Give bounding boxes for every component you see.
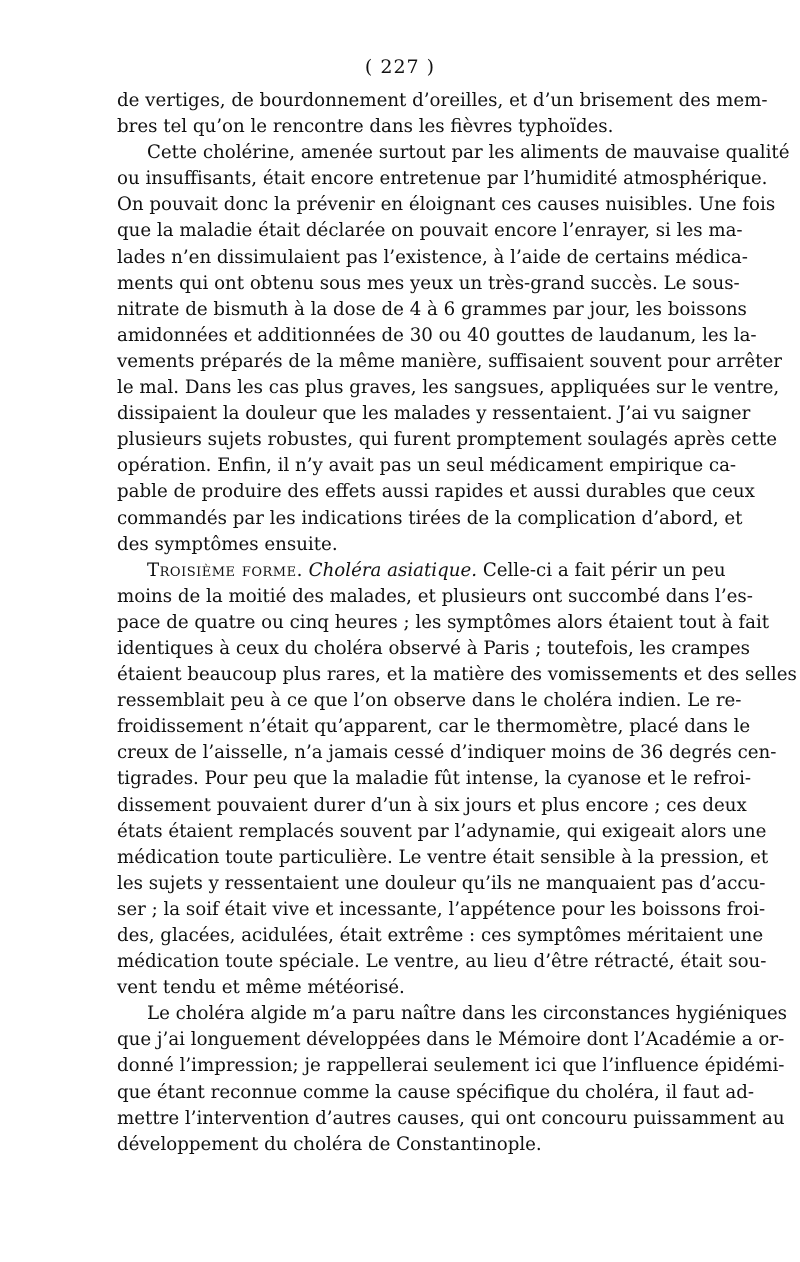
text-line: que étant reconnue comme la cause spécifique du choléra, il faut ad- xyxy=(117,1081,754,1103)
text-line: étaient beaucoup plus rares, et la matière des vomissements et des selles xyxy=(117,664,797,686)
text-line: opération. Enfin, il n’y avait pas un seul médicament empirique ca- xyxy=(117,455,737,477)
text-line: identiques à ceux du choléra observé à Paris ; toutefois, les crampes xyxy=(117,637,750,659)
text-line: vements préparés de la même manière, suffisaient souvent pour arrêter xyxy=(117,350,782,372)
text-line: que j’ai longuement développées dans le Mémoire dont l’Académie a or- xyxy=(117,1029,785,1051)
text-line: ou insuffisants, était encore entretenue par l’humidité atmosphérique. xyxy=(117,168,768,190)
text-line: bres tel qu’on le rencontre dans les fièvres typhoïdes. xyxy=(117,116,614,138)
text-line: développement du choléra de Constantinople. xyxy=(117,1133,542,1155)
text-line: dissipaient la douleur que les malades y ressentaient. J’ai vu saigner xyxy=(117,403,751,425)
text-line: mettre l’intervention d’autres causes, qui ont concouru puissamment au xyxy=(117,1107,785,1129)
text-line: les sujets y ressentaient une douleur qu’ils ne manquaient pas d’accu- xyxy=(117,872,766,894)
page-number: ( 227 ) xyxy=(364,56,436,78)
text-line: Cette cholérine, amenée surtout par les aliments de mauvaise qualité xyxy=(147,142,790,164)
text-line: ments qui ont obtenu sous mes yeux un très-grand succès. Le sous- xyxy=(117,272,740,294)
text-fragment: Celle-ci a fait périr un peu xyxy=(482,559,726,581)
text-line: ressemblait peu à ce que l’on observe dans le choléra indien. Le re- xyxy=(117,690,742,712)
text-line: amidonnées et additionnées de 30 ou 40 gouttes de laudanum, les la- xyxy=(117,324,757,346)
text-line: tigrades. Pour peu que la maladie fût intense, la cyanose et le refroi- xyxy=(117,768,752,790)
text-line: des symptômes ensuite. xyxy=(117,533,338,555)
text-line: médication toute spéciale. Le ventre, au lieu d’être rétracté, était sou- xyxy=(117,951,767,973)
text-line: états étaient remplacés souvent par l’adynamie, qui exigeait alors une xyxy=(117,820,767,842)
text-line: pace de quatre ou cinq heures ; les symptômes alors étaient tout à fait xyxy=(117,611,770,633)
text-line: commandés par les indications tirées de la complication d’abord, et xyxy=(117,507,743,529)
text-line: donné l’impression; je rappellerai seulement ici que l’influence épidémi- xyxy=(117,1055,785,1077)
text-line: médication toute particulière. Le ventre était sensible à la pression, et xyxy=(117,846,769,868)
text-line: nitrate de bismuth à la dose de 4 à 6 grammes par jour, les boissons xyxy=(117,298,747,320)
section-heading-line xyxy=(117,558,726,584)
text-line: pable de produire des effets aussi rapides et aussi durables que ceux xyxy=(117,481,755,503)
body-text xyxy=(117,88,797,1158)
section-title: Choléra asiatique. xyxy=(308,559,478,581)
text-line: vent tendu et même météorisé. xyxy=(117,977,405,999)
text-line: On pouvait donc la prévenir en éloignant ces causes nuisibles. Une fois xyxy=(117,194,776,216)
text-line: lades n’en dissimulaient pas l’existence, à l’aide de certains médica- xyxy=(117,246,748,268)
text-line: Le choléra algide m’a paru naître dans les circonstances hygiéniques xyxy=(147,1003,787,1025)
text-line: moins de la moitié des malades, et plusieurs ont succombé dans l’es- xyxy=(117,585,753,607)
text-line: froidissement n’était qu’apparent, car le thermomètre, placé dans le xyxy=(117,716,751,738)
section-heading: Troisième forme. xyxy=(147,559,303,581)
text-line: le mal. Dans les cas plus graves, les sangsues, appliquées sur le ventre, xyxy=(117,377,780,399)
text-line: creux de l’aisselle, n’a jamais cessé d’indiquer moins de 36 degrés cen- xyxy=(117,742,777,764)
text-line: plusieurs sujets robustes, qui furent promptement soulagés après cette xyxy=(117,429,778,451)
text-line: dissement pouvaient durer d’un à six jours et plus encore ; ces deux xyxy=(117,794,747,816)
text-line: des, glacées, acidulées, était extrême : ces symptômes méritaient une xyxy=(117,925,764,946)
text-line: de vertiges, de bourdonnement d’oreilles, et d’un brisement des mem- xyxy=(117,90,768,111)
text-line: que la maladie était déclarée on pouvait encore l’enrayer, si les ma- xyxy=(117,220,743,242)
text-line: ser ; la soif était vive et incessante, l’appétence pour les boissons froi- xyxy=(117,898,766,920)
